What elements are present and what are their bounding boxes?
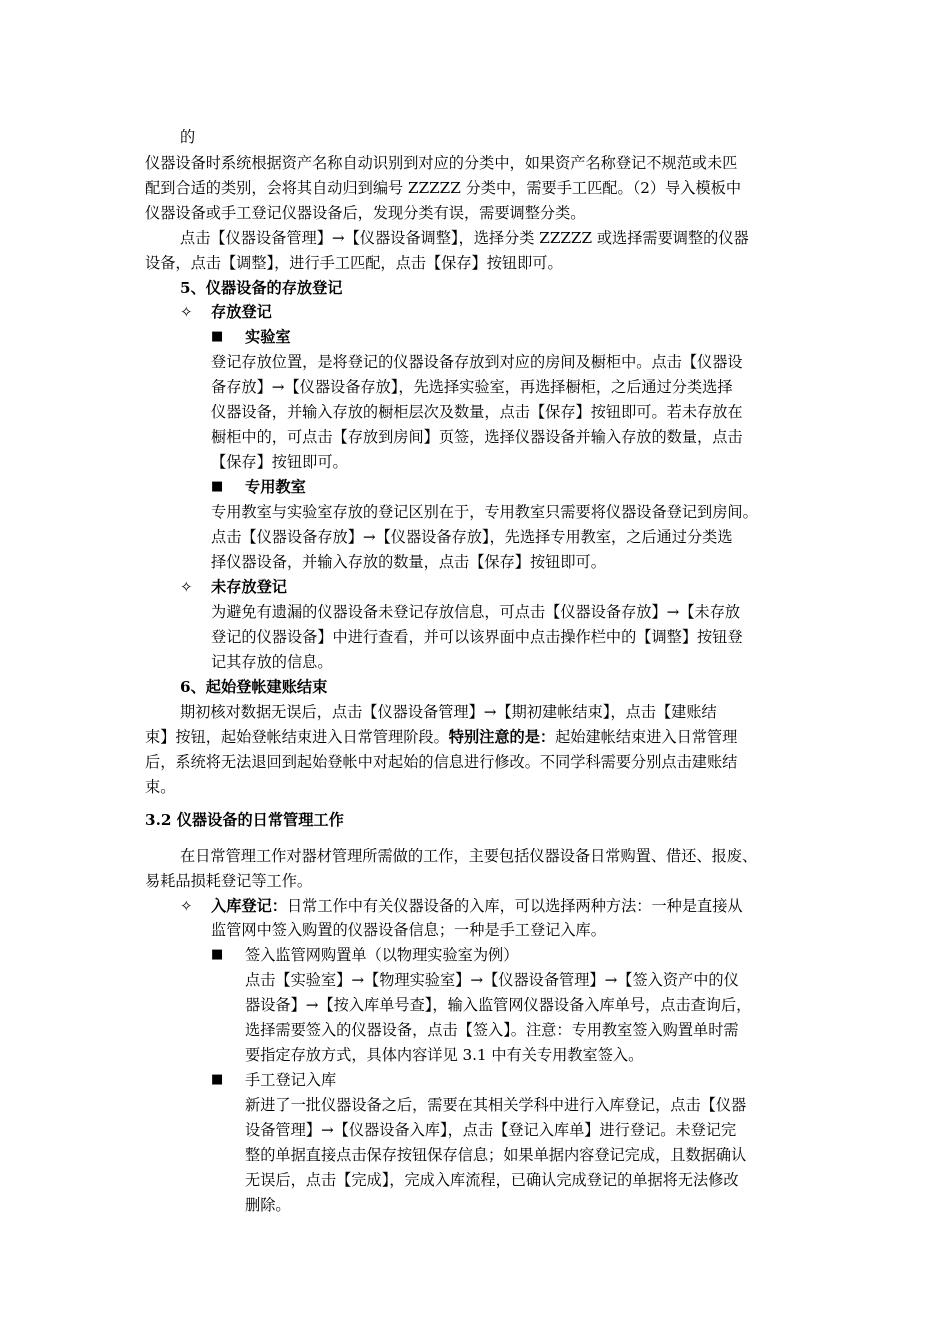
square-bullet-icon: ■ xyxy=(211,947,224,962)
square-bullet-icon: ■ xyxy=(211,329,224,344)
lab-heading: 实验室 xyxy=(245,328,291,346)
signin-line-4: 要指定存放方式，具体内容详见 3.1 中有关专用教室签入。 xyxy=(245,1046,644,1064)
unregistered-heading: 未存放登记 xyxy=(211,578,287,596)
stock-line-2: 监管网中签入购置的仪器设备信息；一种是手工登记入库。 xyxy=(211,921,606,939)
diamond-bullet-icon: ✧ xyxy=(180,578,193,596)
manual-line-1: 新进了一批仪器设备之后，需要在其相关学科中进行入库登记，点击【仪器 xyxy=(245,1096,747,1114)
signin-line-3: 选择需要签入的仪器设备，点击【签入】。注意：专用教室签入购置单时需 xyxy=(245,1021,739,1039)
section6-line-2 xyxy=(145,727,737,747)
lab-line-5: 【保存】按钮即可。 xyxy=(211,453,348,471)
classroom-line-2: 点击【仪器设备存放】→【仪器设备存放】，先选择专用教室，之后通过分类选 xyxy=(211,528,733,546)
section6-line-1: 期初核对数据无误后，点击【仪器设备管理】→【期初建帐结束】，点击【建账结 xyxy=(180,703,717,721)
section5-heading: 5、仪器设备的存放登记 xyxy=(180,279,343,297)
lab-line-2: 备存放】→【仪器设备存放】，先选择实验室，再选择橱柜，之后通过分类选择 xyxy=(211,378,733,396)
section6-heading: 6、起始登帐建账结束 xyxy=(180,678,328,696)
unregistered-line-3: 记其存放的信息。 xyxy=(211,653,333,671)
intro-line-3: 仪器设备或手工登记仪器设备后，发现分类有误，需要调整分类。 xyxy=(145,204,586,222)
square-bullet-icon: ■ xyxy=(211,1072,224,1087)
special-note-label: 特别注意的是： xyxy=(448,728,556,746)
unregistered-line-1: 为避免有遗漏的仪器设备未登记存放信息，可点击【仪器设备存放】→【未存放 xyxy=(211,603,741,621)
intro-line-2: 配到合适的类别，会将其自动归到编号 ZZZZZ 分类中，需要手工匹配。（2）导入模板中 xyxy=(145,179,742,197)
intro-line-0: 的 xyxy=(180,128,196,146)
unregistered-line-2: 登记的仪器设备】中进行查看，并可以该界面中点击操作栏中的【调整】按钮登 xyxy=(211,628,743,646)
diamond-bullet-icon: ✧ xyxy=(180,303,193,321)
signin-line-1: 点击【实验室】→【物理实验室】→【仪器设备管理】→【签入资产中的仪 xyxy=(245,971,739,989)
intro-line-4: 点击【仪器设备管理】→【仪器设备调整】，选择分类 ZZZZZ 或选择需要调整的仪器 xyxy=(180,229,749,247)
manual-line-5: 删除。 xyxy=(245,1196,291,1214)
section6-line-3: 后，系统将无法退回到起始登帐中对起始的信息进行修改。不同学科需要分别点击建账结 xyxy=(145,753,738,771)
square-bullet-icon: ■ xyxy=(211,479,224,494)
section6-line-4: 束。 xyxy=(145,778,176,796)
manual-line-4: 无误后，点击【完成】，完成入库流程，已确认完成登记的单据将无法修改 xyxy=(245,1171,739,1189)
section6-line-2a: 束】按钮，起始登帐结束进入日常管理阶段。 xyxy=(145,728,449,746)
classroom-line-1: 专用教室与实验室存放的登记区别在于，专用教室只需要将仪器设备登记到房间。 xyxy=(211,503,758,521)
lab-line-1: 登记存放位置，是将登记的仪器设备存放到对应的房间及橱柜中。点击【仪器设 xyxy=(211,353,743,371)
manual-line-2: 设备管理】→【仪器设备入库】，点击【登记入库单】进行登记。未登记完 xyxy=(245,1121,737,1139)
stock-label: 入库登记： xyxy=(211,897,287,915)
registered-heading: 存放登记 xyxy=(211,303,272,321)
stock-line-1 xyxy=(211,896,743,916)
lab-line-4: 橱柜中的，可点击【存放到房间】页签，选择仪器设备并输入存放的数量，点击 xyxy=(211,428,743,446)
section32-heading: 3.2 仪器设备的日常管理工作 xyxy=(145,811,344,829)
manual-line-3: 整的单据直接点击保存按钮保存信息；如果单据内容登记完成，且数据确认 xyxy=(245,1146,747,1164)
lab-line-3: 仪器设备，并输入存放的橱柜层次及数量，点击【保存】按钮即可。若未存放在 xyxy=(211,403,743,421)
section32-para-2: 易耗品损耗登记等工作。 xyxy=(145,872,313,890)
section6-line-2b: 起始建帐结束进入日常管理 xyxy=(555,728,738,746)
signin-line-2: 器设备】→【按入库单号查】，输入监管网仪器设备入库单号，点击查询后， xyxy=(245,996,752,1014)
classroom-heading: 专用教室 xyxy=(245,478,306,496)
section32-para-1: 在日常管理工作对器材管理所需做的工作，主要包括仪器设备日常购置、借还、报废、 xyxy=(180,847,758,865)
intro-line-1: 仪器设备时系统根据资产名称自动识别到对应的分类中，如果资产名称登记不规范或未匹 xyxy=(145,154,738,172)
intro-line-5: 设备，点击【调整】，进行手工匹配，点击【保存】按钮即可。 xyxy=(145,254,563,272)
stock-line-1-text: 日常工作中有关仪器设备的入库，可以选择两种方法：一种是直接从 xyxy=(286,897,743,915)
diamond-bullet-icon: ✧ xyxy=(180,897,193,915)
classroom-line-3: 择仪器设备，并输入存放的数量，点击【保存】按钮即可。 xyxy=(211,553,606,571)
manual-heading: 手工登记入库 xyxy=(245,1071,337,1089)
signin-heading: 签入监管网购置单（以物理实验室为例） xyxy=(245,946,519,964)
